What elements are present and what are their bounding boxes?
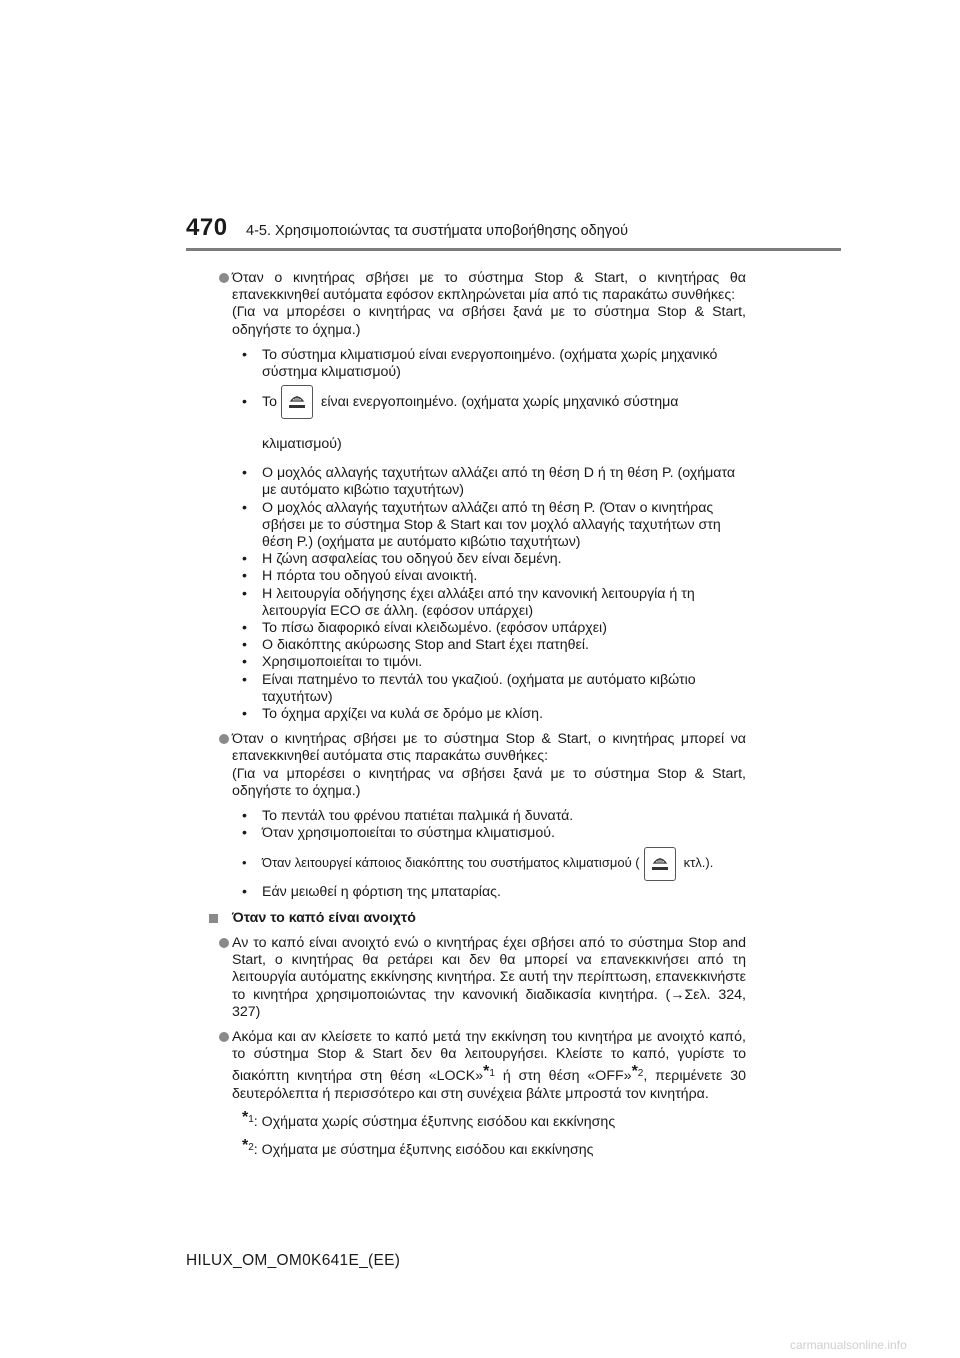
list-item: • Όταν λειτουργεί κάποιος διακόπτης του συστήματος κλιματισμού ( κτλ.).: [242, 842, 746, 884]
footnote-1: $^{*1}$: Οχήματα χωρίς σύστημα έξυπνης εισόδου και εκκίνησης: [242, 1108, 616, 1130]
front-defogger-button-icon: [644, 847, 676, 881]
page-number: 470: [186, 214, 228, 241]
front-defogger-button-icon: [281, 385, 313, 419]
restart-possible-block: [222, 731, 746, 901]
page-header: [186, 214, 841, 251]
footnote-2: $^{*2}$: Οχήματα με σύστημα έξυπνης εισόδου και εκκίνησης: [242, 1136, 594, 1158]
list-item: • Όταν χρησιμοποιείται το σύστημα κλιματισμού.: [242, 825, 555, 842]
list-item: • Το πίσω διαφορικό είναι κλειδωμένο. (εφόσον υπάρχει): [242, 620, 607, 637]
list-item: • Το σύστημα κλιματισμού είναι ενεργοποιημένο. (οχήματα χωρίς μηχανικό σύστημα κλιματισμού): [242, 346, 718, 381]
restart-note: (Για να μπορέσει ο κινητήρας να σβήσει ξανά με το σύστημα Stop & Start, οδηγήστε το όχημα.): [232, 304, 746, 338]
list-item: • Χρησιμοποιείται το τιμόνι.: [242, 654, 423, 671]
section-title: 4-5. Χρησιμοποιώντας τα συστήματα υποβοήθησης οδηγού: [246, 223, 629, 239]
hood-open-paragraph-1: Αν το καπό είναι ανοιχτό ενώ ο κινητήρας έχει σβήσει από το σύστημα Stop and Start, ο κινητήρας θα ρετάρει και δεν θα μπορεί να επανεκκινήσει από τη λειτουργία αυτόματης εκκίνησης κινητήρα. Σε αυτή την περίπτωση, επανεκκινήστε το κινητήρα χρησιμοποιώντας την κανονική διαδικασία κινητήρα. (→Σελ. 324, 327): [222, 935, 746, 1021]
list-item: • Η λειτουργία οδήγησης έχει αλλάξει από την κανονική λειτουργία ή τη λειτουργία ECO σε άλλη. (εφόσον υπάρχει): [242, 585, 695, 619]
list-item: • Το πεντάλ του φρένου πατιέται παλμικά ή δυνατά.: [242, 808, 574, 825]
restart-possible-list: [232, 808, 746, 902]
list-item: • Ο διακόπτης ακύρωσης Stop and Start έχει πατηθεί.: [242, 637, 589, 654]
bullet-dot-icon: [219, 734, 229, 744]
page-content: [222, 270, 746, 1167]
list-item: • Είναι πατημένο το πεντάλ του γκαζιού. (οχήματα με αυτόματο κιβώτιο ταχυτήτων): [242, 671, 696, 705]
bullet-dot-icon: [219, 273, 229, 283]
watermark: carmanualsonline.info: [790, 1338, 907, 1352]
restart-possible-note: (Για να μπορέσει ο κινητήρας να σβήσει ξανά με το σύστημα Stop & Start, οδηγήστε το όχημα.): [232, 765, 746, 799]
restart-possible-intro: Όταν ο κινητήρας σβήσει με το σύστημα Stop & Start, ο κινητήρας μπορεί να επανεκκινηθεί αυτόματα στις παρακάτω συνθήκες:: [232, 731, 746, 765]
list-item: • Το είναι ενεργοποιημένο. (οχήματα χωρίς μηχανικό σύστημα κλιματισμού): [242, 381, 746, 465]
list-item: • Η ζώνη ασφαλείας του οδηγού δεν είναι δεμένη.: [242, 551, 562, 568]
bullet-dot-icon: [219, 938, 229, 948]
list-item: • Ο μοχλός αλλαγής ταχυτήτων αλλάζει από τη θέση D ή τη θέση P. (οχήματα με αυτόματο κιβώτιο ταχυτήτων): [242, 465, 736, 499]
hood-open-heading: Όταν το καπό είναι ανοιχτό: [222, 910, 746, 927]
restart-intro: Όταν ο κινητήρας σβήσει με το σύστημα Stop & Start, ο κινητήρας θα επανεκκινηθεί αυτόματα εφόσον εκπληρώνεται μία από τις παρακάτω συνθήκες:: [232, 270, 746, 304]
list-item: • Η πόρτα του οδηγού είναι ανοικτή.: [242, 568, 478, 585]
restart-conditions-list: [232, 347, 746, 723]
bullet-dot-icon: [219, 1032, 229, 1042]
list-item: • Ο μοχλός αλλαγής ταχυτήτων αλλάζει από τη θέση P. (Όταν ο κινητήρας σβήσει με το σύστημα Stop & Start και τον μοχλό αλλαγής ταχυτήτων στη θέση P.) (οχήματα με αυτόματο κιβώτιο ταχυτήτων): [242, 499, 721, 551]
document-code: HILUX_OM_OM0K641E_(EE): [186, 1252, 401, 1269]
square-bullet-icon: [209, 914, 218, 923]
restart-conditions-block: [222, 270, 746, 723]
list-item: • Το όχημα αρχίζει να κυλά σε δρόμο με κλίση.: [242, 706, 544, 723]
list-item: • Εάν μειωθεί η φόρτιση της μπαταρίας.: [242, 884, 501, 901]
hood-open-paragraph-2: Ακόμα και αν κλείσετε το καπό μετά την εκκίνηση του κινητήρα με ανοιχτό καπό, το σύστημα Stop & Start δεν θα λειτουργήσει. Κλείστε το καπό, γυρίστε το διακόπτη κινητήρα στη θέση «LOCK»$^{*1}$ ή στη θέση «OFF»$^{*2}$, περιμένετε 30 δευτερόλεπτα ή περισσότερο και στη συνέχεια βάλτε μπροστά τον κινητήρα. $^{*1}$: Οχήματα χωρίς σύστημα έξυπνης εισόδου και εκκίνησης $^{*2}$: Οχήματα με σύστημα έξυπνης εισόδου και εκκίνησης: [222, 1029, 746, 1159]
